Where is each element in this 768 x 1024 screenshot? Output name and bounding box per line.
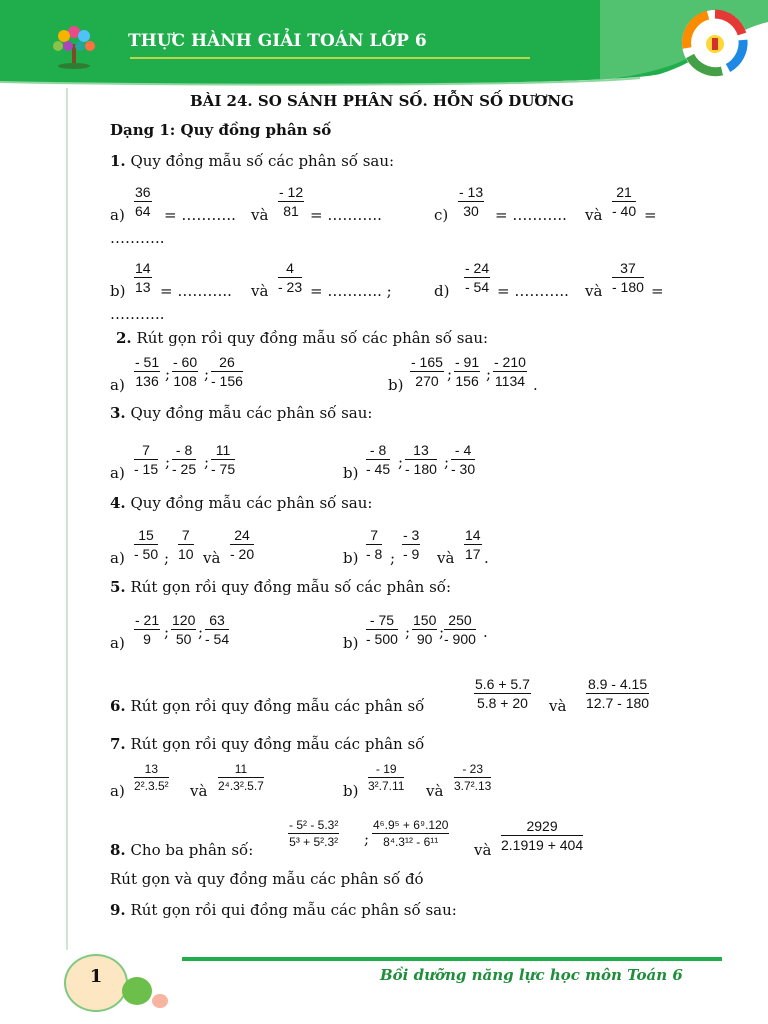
question-9: 9. Rút gọn rồi qui đồng mẫu các phân số sau: bbox=[110, 901, 457, 919]
fraction: $\frac{250}{- 900}$ bbox=[444, 612, 476, 647]
fraction: $\frac{- 13}{30}$ bbox=[459, 184, 484, 219]
fraction: $\frac{11}{- 75}$ bbox=[211, 442, 236, 477]
fraction: $\frac{- 21}{9}$ bbox=[135, 612, 160, 647]
fraction: $\frac{13}{- 180}$ bbox=[405, 442, 437, 477]
question-1 bbox=[110, 152, 394, 170]
label-a: a) bbox=[110, 782, 125, 800]
separator: ; bbox=[439, 623, 445, 641]
question-6: 6. Rút gọn rồi quy đồng mẫu các phân số bbox=[110, 697, 425, 715]
fraction: $\frac{7}{10}$ bbox=[178, 527, 194, 562]
connector-va: và bbox=[190, 782, 208, 800]
connector-va: và bbox=[251, 282, 269, 300]
separator: ; bbox=[398, 453, 404, 471]
question-5: 5. Rút gọn rồi quy đồng mẫu số các phân số: bbox=[110, 578, 452, 596]
separator: ; bbox=[165, 365, 171, 383]
label-b: b) bbox=[110, 282, 126, 300]
fraction: $\frac{13}{\text{2².3.5²}}$ bbox=[134, 762, 169, 793]
separator: ; bbox=[390, 549, 396, 567]
fraction: $\frac{\text{4⁶.9⁵ + 6⁹.120}}{\text{8⁴.3¹² - 6¹¹}}$ bbox=[373, 818, 449, 849]
label-a: a) bbox=[110, 376, 125, 394]
connector-va: và bbox=[474, 841, 492, 859]
label-b: b) bbox=[343, 549, 359, 567]
label-b: b) bbox=[343, 634, 359, 652]
question-3: 3. Quy đồng mẫu các phân số sau: bbox=[110, 404, 373, 422]
question-text: Quy đồng mẫu số các phân số sau: bbox=[125, 152, 395, 170]
decor-dot bbox=[152, 994, 168, 1008]
label-a: a) bbox=[110, 549, 125, 567]
fraction: $\frac{7}{- 8}$ bbox=[366, 527, 383, 562]
question-8-instruction: Rút gọn và quy đồng mẫu các phân số đó bbox=[110, 870, 424, 888]
fraction: $\frac{- 60}{108}$ bbox=[173, 354, 198, 389]
separator: ; bbox=[164, 623, 170, 641]
question-7: 7. Rút gọn rồi quy đồng mẫu các phân số bbox=[110, 735, 425, 753]
fraction: $\frac{- 75}{- 500}$ bbox=[366, 612, 398, 647]
period: . bbox=[483, 623, 488, 641]
lesson-title: BÀI 24. SO SÁNH PHÂN SỐ. HỖN SỐ DƯƠNG bbox=[190, 92, 574, 110]
decor-dot bbox=[122, 977, 152, 1005]
margin-line bbox=[66, 88, 68, 950]
blank: = ……….. bbox=[164, 206, 236, 224]
label-d: d) bbox=[434, 282, 450, 300]
fraction: $\frac{8.9 - 4.15}{12.7 - 180}$ bbox=[586, 676, 650, 711]
blank: = ……….. bbox=[160, 282, 232, 300]
period: . bbox=[533, 376, 538, 394]
blank: = ……….. bbox=[310, 206, 382, 224]
label-b: b) bbox=[343, 464, 359, 482]
question-2: 2. Rút gọn rồi quy đồng mẫu số các phân số sau: bbox=[116, 329, 489, 347]
fraction: $\frac{- 8}{- 45}$ bbox=[366, 442, 391, 477]
page-number: 1 bbox=[89, 966, 103, 987]
period: . bbox=[484, 549, 489, 567]
fraction: $\frac{2929}{2.1919 + 404}$ bbox=[501, 818, 584, 853]
section-heading: Dạng 1: Quy đồng phân số bbox=[110, 121, 332, 139]
page-header-title: THỰC HÀNH GIẢI TOÁN LỚP 6 bbox=[128, 31, 427, 51]
fraction: $\frac{21}{- 40}$ bbox=[612, 184, 637, 219]
blank: ……….. bbox=[110, 305, 165, 323]
fraction: $\frac{- 23}{\text{3.7².13}}$ bbox=[454, 762, 492, 793]
connector-va: và bbox=[251, 206, 269, 224]
question-4: 4. Quy đồng mẫu các phân số sau: bbox=[110, 494, 373, 512]
fraction: $\frac{24}{- 20}$ bbox=[230, 527, 255, 562]
footer-rule bbox=[182, 957, 722, 961]
fraction: $\frac{- 210}{1134}$ bbox=[494, 354, 526, 389]
blank: = ……….. bbox=[495, 206, 567, 224]
fraction: $\frac{26}{- 156}$ bbox=[211, 354, 243, 389]
fraction: $\frac{- 91}{156}$ bbox=[455, 354, 480, 389]
separator: ; bbox=[444, 453, 450, 471]
fraction: $\frac{37}{- 180}$ bbox=[612, 260, 644, 295]
separator: ; bbox=[447, 365, 453, 383]
fraction: $\frac{- 4}{- 30}$ bbox=[451, 442, 476, 477]
tree-logo-icon bbox=[46, 18, 102, 70]
connector-va: và bbox=[437, 549, 455, 567]
fraction: $\frac{11}{\text{2⁴.3².5.7}}$ bbox=[218, 762, 264, 793]
fraction: $\frac{\text{- 5² - 5.3²}}{\text{5³ + 5².3²}}$ bbox=[289, 818, 339, 849]
fraction: $\frac{63}{- 54}$ bbox=[205, 612, 230, 647]
label-b: b) bbox=[388, 376, 404, 394]
footer-text: Bồi dưỡng năng lực học môn Toán 6 bbox=[380, 966, 683, 984]
question-8: 8. Cho ba phân số: bbox=[110, 841, 254, 859]
blank: ……….. bbox=[110, 229, 165, 247]
fraction: $\frac{- 8}{- 25}$ bbox=[172, 442, 197, 477]
fraction: $\frac{15}{- 50}$ bbox=[134, 527, 159, 562]
fraction: $\frac{7}{- 15}$ bbox=[134, 442, 159, 477]
separator: ; bbox=[405, 623, 411, 641]
equals: = bbox=[644, 206, 657, 224]
separator: ; bbox=[165, 453, 171, 471]
fraction: $\frac{36}{64}$ bbox=[135, 184, 151, 219]
separator: ; bbox=[364, 830, 370, 848]
label-a: a) bbox=[110, 206, 125, 224]
fraction: $\frac{- 19}{\text{3².7.11}}$ bbox=[368, 762, 405, 793]
connector-va: và bbox=[585, 206, 603, 224]
fraction: $\frac{150}{90}$ bbox=[413, 612, 437, 647]
separator: ; bbox=[164, 549, 170, 567]
connector-va: và bbox=[585, 282, 603, 300]
label-b: b) bbox=[343, 782, 359, 800]
fraction: $\frac{- 24}{- 54}$ bbox=[465, 260, 490, 295]
fraction: $\frac{5.6 + 5.7}{5.8 + 20}$ bbox=[475, 676, 530, 711]
separator: ; bbox=[198, 623, 204, 641]
connector-va: và bbox=[549, 697, 567, 715]
blank: = ……….. ; bbox=[310, 282, 392, 300]
school-logo-icon bbox=[680, 8, 750, 78]
question-number: 1. bbox=[110, 152, 126, 170]
equals: = bbox=[651, 282, 664, 300]
label-a: a) bbox=[110, 634, 125, 652]
fraction: $\frac{- 165}{270}$ bbox=[411, 354, 443, 389]
fraction: $\frac{14}{13}$ bbox=[135, 260, 151, 295]
connector-va: và bbox=[203, 549, 221, 567]
fraction: $\frac{- 3}{- 9}$ bbox=[403, 527, 420, 562]
separator: ; bbox=[204, 453, 210, 471]
fraction: $\frac{- 51}{136}$ bbox=[135, 354, 160, 389]
fraction: $\frac{4}{- 23}$ bbox=[278, 260, 303, 295]
fraction: $\frac{14}{17}$ bbox=[465, 527, 481, 562]
separator: ; bbox=[204, 365, 210, 383]
fraction: $\frac{- 12}{81}$ bbox=[279, 184, 304, 219]
fraction: $\frac{120}{50}$ bbox=[172, 612, 196, 647]
label-a: a) bbox=[110, 464, 125, 482]
connector-va: và bbox=[426, 782, 444, 800]
label-c: c) bbox=[434, 206, 449, 224]
separator: ; bbox=[486, 365, 492, 383]
blank: = ……….. bbox=[497, 282, 569, 300]
